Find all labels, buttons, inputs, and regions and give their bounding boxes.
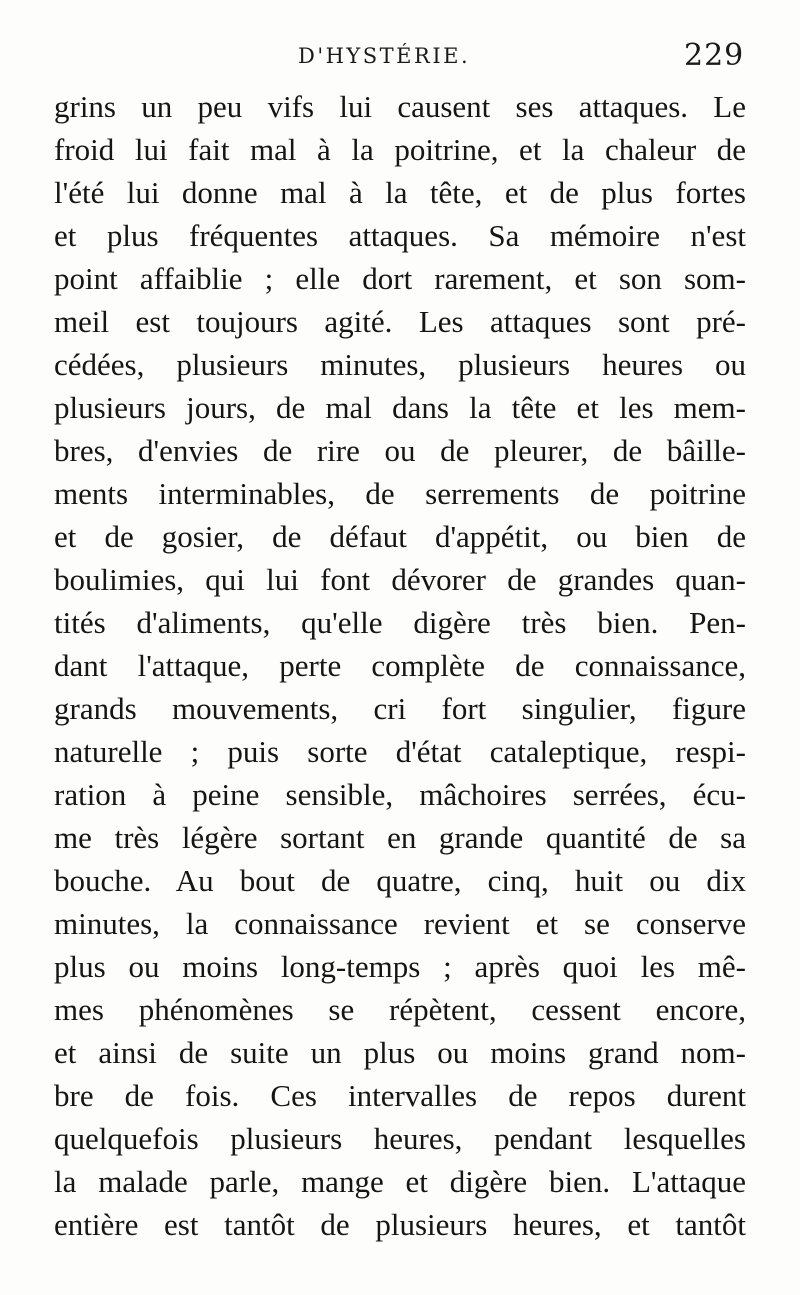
text-line: bouche. Au bout de quatre, cinq, huit ou dix (54, 863, 746, 898)
text-line: meil est toujours agité. Les attaques sont pré- (54, 304, 746, 339)
text-line: point affaiblie ; elle dort rarement, et son som- (54, 261, 746, 296)
page-number: 229 (684, 38, 745, 73)
text-line: ration à peine sensible, mâchoires serrées, écu- (54, 777, 746, 812)
text-line: dant l'attaque, perte complète de connaissance, (54, 648, 746, 683)
text-line: boulimies, qui lui font dévorer de grandes quan- (54, 562, 746, 597)
text-line: bres, d'envies de rire ou de pleurer, de bâille- (54, 433, 746, 468)
text-line: me très légère sortant en grande quantité de sa (54, 820, 746, 855)
text-line: grands mouvements, cri fort singulier, figure (54, 691, 746, 726)
running-head (0, 38, 800, 78)
text-line: la malade parle, mange et digère bien. L'attaque (54, 1164, 746, 1199)
text-line: grins un peu vifs lui causent ses attaques. Le (54, 89, 746, 124)
text-line: quelquefois plusieurs heures, pendant lesquelles (54, 1121, 746, 1156)
text-line: froid lui fait mal à la poitrine, et la chaleur de (54, 132, 746, 167)
text-line: minutes, la connaissance revient et se conserve (54, 906, 746, 941)
text-line: tités d'aliments, qu'elle digère très bien. Pen- (54, 605, 746, 640)
text-line: plus ou moins long-temps ; après quoi les mê- (54, 949, 746, 984)
text-line: cédées, plusieurs minutes, plusieurs heures ou (54, 347, 746, 382)
text-line: ments interminables, de serrements de poitrine (54, 476, 746, 511)
text-line: et de gosier, de défaut d'appétit, ou bien de (54, 519, 746, 554)
text-line: l'été lui donne mal à la tête, et de plus fortes (54, 175, 746, 210)
text-line: entière est tantôt de plusieurs heures, et tantôt (54, 1207, 746, 1242)
running-head-title: D'HYSTÉRIE. (298, 44, 471, 68)
text-line: mes phénomènes se répètent, cessent encore, (54, 992, 746, 1027)
text-line: et plus fréquentes attaques. Sa mémoire n'est (54, 218, 746, 253)
text-line: naturelle ; puis sorte d'état cataleptique, respi- (54, 734, 746, 769)
text-line: bre de fois. Ces intervalles de repos durent (54, 1078, 746, 1113)
text-line: et ainsi de suite un plus ou moins grand nom- (54, 1035, 746, 1070)
text-line: plusieurs jours, de mal dans la tête et les mem- (54, 390, 746, 425)
